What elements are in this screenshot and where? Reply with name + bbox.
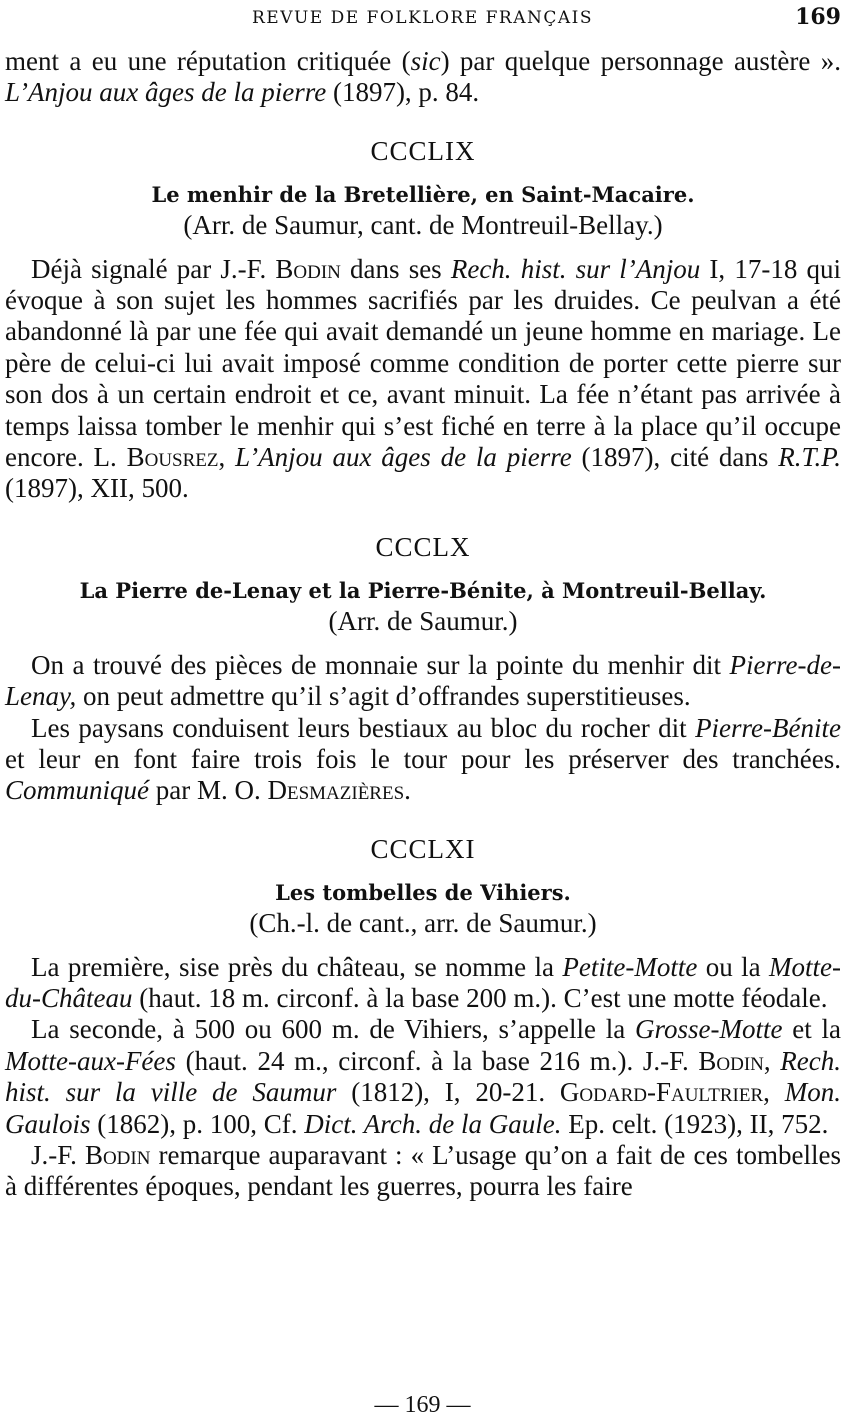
author-name: Bodin (275, 253, 341, 284)
section-paragraph (5, 1140, 841, 1203)
intro-book-title: L’Anjou aux âges de la pierre (5, 77, 327, 108)
text-run: . (404, 775, 411, 806)
text-run: remarque auparavant : « L’usage qu’on a fait de ces tombelles à différentes époques, pendant les guerres, pourra les faire (5, 1139, 841, 1202)
section-ccclxi (5, 834, 841, 1203)
text-run: La première, sise près du château, se nomme la (31, 951, 563, 982)
page-header (0, 4, 845, 30)
section-title: Les tombelles de Vihiers. (275, 880, 571, 906)
intro-paragraph (5, 46, 841, 109)
author-name: Bodin (698, 1045, 764, 1076)
section-numeral: CCCLXI (370, 833, 476, 864)
intro-sic: sic (410, 46, 441, 76)
place-name: Grosse-Motte (634, 1014, 783, 1045)
intro-text: austère ». (733, 46, 842, 76)
section-paragraph (5, 713, 841, 807)
text-run: dans ses (340, 253, 451, 284)
book-title: Rech. hist. sur l’Anjou (450, 253, 701, 284)
section-paragraph (5, 952, 841, 1015)
section-subtitle: (Arr. de Saumur.) (328, 606, 518, 637)
text-run: et la (782, 1014, 841, 1045)
book-title: L’Anjou aux âges de la pierre (235, 442, 572, 473)
folio-number: 169 (795, 4, 841, 30)
text-run: (1812), I, 20-21. (336, 1077, 560, 1108)
intro-text: (1897), p. 84. (326, 77, 480, 108)
text-run: , (763, 1045, 781, 1076)
book-title: Dict. Arch. de la Gaule. (304, 1108, 562, 1139)
text-run: et leur en font faire trois fois le tour pour les préserver des tranchées. (5, 743, 841, 774)
section-numeral: CCCLX (375, 531, 471, 562)
text-run: Déjà signalé par J.-F. (31, 253, 276, 284)
text-run: Ep. celt. (1923), II, 752. (561, 1108, 829, 1139)
running-head: REVUE DE FOLKLORE FRANÇAIS (251, 8, 594, 28)
text-run: , (763, 1077, 785, 1108)
text-run: (1862), p. 100, Cf. (90, 1108, 305, 1139)
author-name: Bousrez (126, 442, 219, 473)
text-run: I, 17-18 qui évoque à son sujet les hommes sacrifiés par les druides. Ce peulvan a été abandonné là par une fée qui avait demandé un jeune homme en mariage. Le père de celui-ci lui avait imposé comme condition de porter cette pierre sur son dos à un certain endroit et ce, avant minuit. La fée n’étant pas arrivée à temps laissa tomber le menhir qui s’est fiché en terre à la place qu’il occupe encore. L. (5, 253, 841, 473)
text-run: par M. O. (149, 775, 268, 806)
book-title: R.T.P. (778, 442, 842, 473)
body-text (5, 46, 841, 1203)
page-footer-number: — 169 — (374, 1392, 471, 1418)
text-run: (haut. 18 m. circonf. à la base 200 m.). C’est une motte féodale. (132, 982, 828, 1013)
text-run: ou la (697, 951, 770, 982)
section-title: Le menhir de la Bretellière, en Saint-Macaire. (151, 182, 695, 208)
section-numeral: CCCLIX (370, 135, 476, 166)
place-name: Petite-Motte (562, 951, 698, 982)
text-run: La seconde, à 500 ou 600 m. de Vihiers, s’appelle la (31, 1014, 635, 1045)
book-title: Mon. Gaulois (5, 1077, 841, 1139)
place-name: Motte-aux-Fées (5, 1045, 176, 1076)
section-ccclix (5, 136, 841, 505)
text-run: (1897), XII, 500. (5, 473, 189, 504)
text-run: Les paysans conduisent leurs bestiaux au bloc du rocher dit (31, 712, 696, 743)
place-name: Motte-du-Château (5, 951, 841, 1013)
author-name: Bodin (84, 1139, 151, 1170)
intro-text: ment a eu une réputation critiquée ( (5, 46, 411, 76)
intro-text: ) par quelque personnage (440, 46, 724, 76)
text-run: (1897), cité dans (571, 442, 779, 473)
text-run: (haut. 24 m., circonf. à la base 216 m.). J.-F. (175, 1045, 699, 1076)
section-subtitle: (Arr. de Saumur, cant. de Montreuil-Bellay.) (183, 210, 663, 241)
text-run: , (218, 442, 236, 473)
section-subtitle: (Ch.-l. de cant., arr. de Saumur.) (249, 908, 597, 939)
emphasis: Communiqué (5, 775, 149, 806)
place-name: Pierre-de-Lenay, (5, 649, 841, 712)
text-run: on peut admettre qu’il s’agit d’offrandes superstitieuses. (76, 681, 691, 712)
section-paragraph (5, 1014, 841, 1140)
section-title: La Pierre de-Lenay et la Pierre-Bénite, à Montreuil-Bellay. (79, 578, 767, 604)
section-paragraph (5, 650, 841, 713)
text-run: On a trouvé des pièces de monnaie sur la pointe du menhir dit (31, 649, 730, 680)
place-name: Pierre-Bénite (695, 712, 841, 743)
text-run: J.-F. (31, 1139, 85, 1170)
section-paragraph (5, 254, 841, 505)
book-title: Rech. hist. sur la ville de Saumur (5, 1045, 841, 1108)
section-ccclx (5, 532, 841, 807)
author-name: Desmazières (267, 775, 405, 806)
author-name: Godard-Faultrier (559, 1077, 764, 1108)
